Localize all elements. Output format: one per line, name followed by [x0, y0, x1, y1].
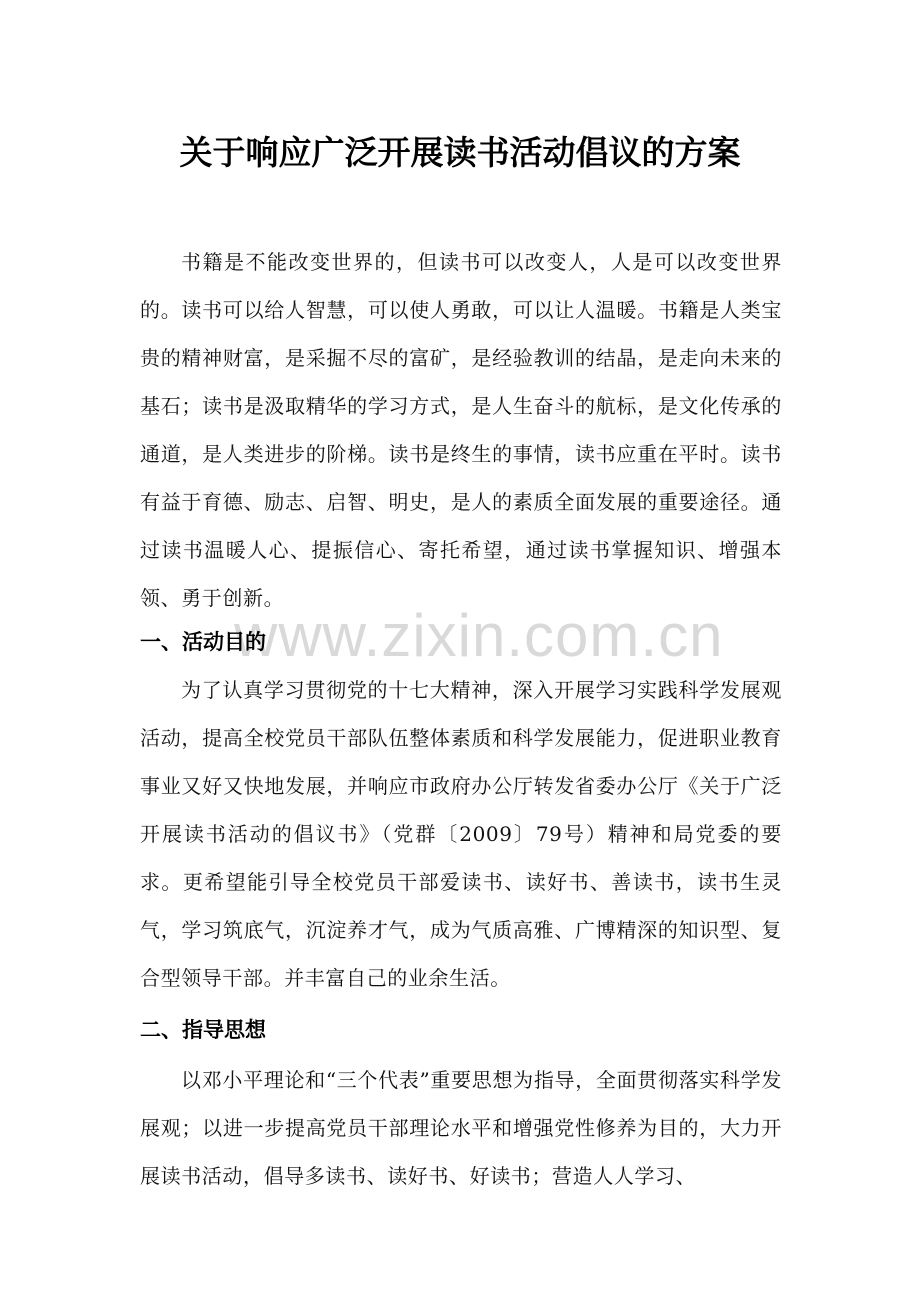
- watermark: www.zixin.com.cn: [234, 602, 724, 669]
- section-body-guiding-ideology: 以邓小平理论和“三个代表”重要思想为指导，全面贯彻落实科学发展观；以进一步提高党员干部理论水平和增强党性修养为目的，大力开展读书活动，倡导多读书、读好书、好读书；营造人人学习、: [140, 1068, 782, 1188]
- section-heading-purpose: 一、活动目的: [140, 630, 266, 654]
- document-title: 关于响应广泛开展读书活动倡议的方案: [179, 133, 741, 172]
- section-heading-guiding-ideology: 二、指导思想: [140, 1018, 266, 1042]
- intro-paragraph: 书籍是不能改变世界的，但读书可以改变人，人是可以改变世界的。读书可以给人智慧，可以使人勇敢，可以让人温暖。书籍是人类宝贵的精神财富，是采掘不尽的富矿，是经验教训的结晶，是走向未来的基石；读书是汲取精华的学习方式，是人生奋斗的航标，是文化传承的通道，是人类进步的阶梯。读书是终生的事情，读书应重在平时。读书有益于育德、励志、启智、明史，是人的素质全面发展的重要途径。通过读书温暖人心、提振信心、寄托希望，通过读书掌握知识、增强本领、勇于创新。: [140, 250, 782, 610]
- section-body-purpose: 为了认真学习贯彻党的十七大精神，深入开展学习实践科学发展观活动，提高全校党员干部队伍整体素质和科学发展能力，促进职业教育事业又好又快地发展，并响应市政府办公厅转发省委办公厅《关于广泛开展读书活动的倡议书》（党群〔2009〕79号）精神和局党委的要求。更希望能引导全校党员干部爱读书、读好书、善读书，读书生灵气，学习筑底气，沉淀养才气，成为气质高雅、广博精深的知识型、复合型领导干部。并丰富自己的业余生活。: [140, 678, 782, 990]
